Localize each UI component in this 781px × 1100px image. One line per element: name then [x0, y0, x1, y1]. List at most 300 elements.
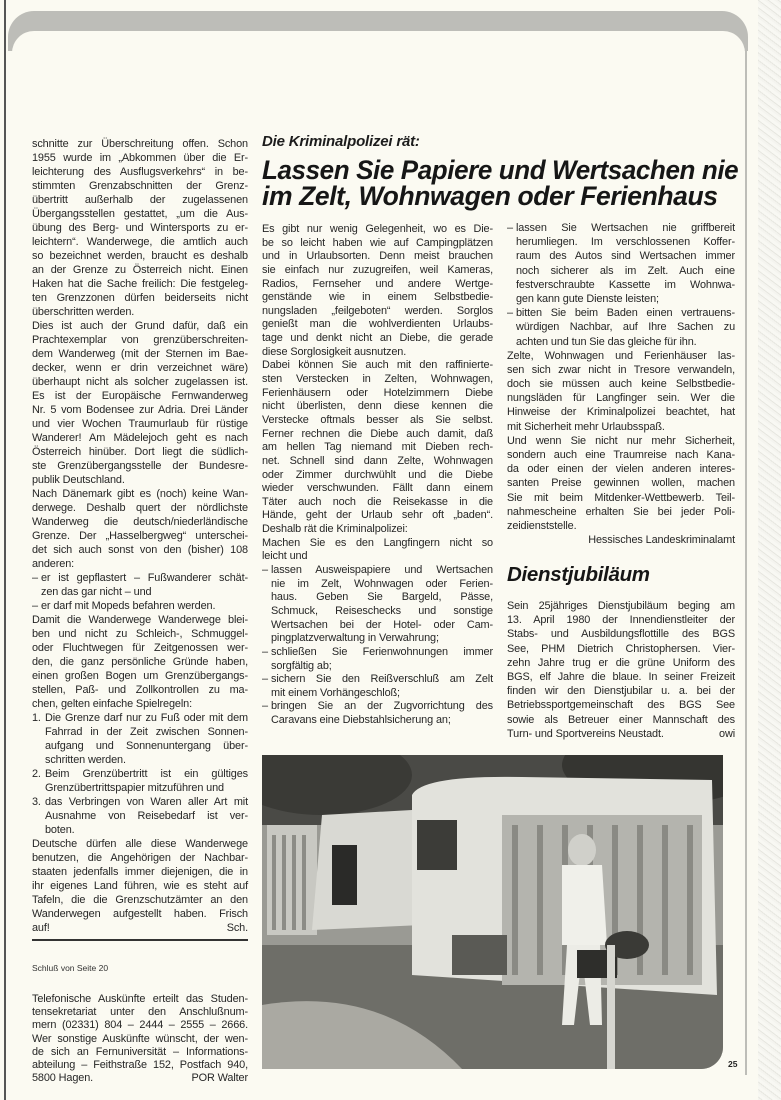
page-edge: [4, 0, 6, 1100]
line-text: ste Grenzübergangsstelle der Bundesre-: [32, 460, 248, 472]
line-text: Prachtexemplar von grenzüberschreiten-: [32, 334, 248, 346]
line-text: achten und tun Sie das gleiche für ihn.: [516, 335, 697, 348]
text-line: [262, 687, 493, 701]
info-box-text: [32, 993, 248, 1085]
text-line: [32, 291, 248, 305]
text-line: [32, 879, 248, 893]
paragraph: [507, 434, 735, 533]
line-text: stimmten Grenzabschnitten der Grenz-: [32, 180, 248, 192]
text-line: [262, 223, 493, 237]
text-line: [507, 491, 735, 505]
line-text: da oder einen der vielen anderen interes-: [507, 463, 735, 476]
page-frame-inner: [12, 31, 745, 91]
line-text: aufgang und Sonnenuntergang über-: [45, 740, 248, 752]
text-line: [262, 660, 493, 674]
line-text: Tafeln, die die Grenzschutzämter an den: [32, 894, 248, 906]
text-line: [262, 278, 493, 292]
text-line: [262, 619, 493, 633]
line-text: Wanderweg die deutsch/niederländische: [32, 516, 248, 528]
text-line: [32, 501, 248, 515]
line-text: Caravans eine Diebstahlsicherung an;: [271, 714, 451, 727]
list-item: [507, 306, 735, 349]
text-line: [32, 627, 248, 641]
text-line: [32, 249, 248, 263]
line-text: sorgfältig ab;: [271, 659, 332, 672]
line-text: nungsladen „feilgeboten“ werden. Sorglos: [262, 304, 493, 317]
text-line: [507, 278, 735, 292]
text-line: [262, 373, 493, 387]
text-line: [32, 165, 248, 179]
line-text: Hinweise der Kriminalpolizei beachtet, hat: [507, 406, 735, 419]
line-text: oder Fluchtwegen für Zeitgenossen wer-: [32, 642, 248, 654]
text-line: [262, 359, 493, 373]
left-column-text: [32, 137, 248, 935]
page-frame-right: [745, 30, 747, 1075]
line-text: 1955 wurde im „Abkommen über die Er-: [32, 152, 248, 164]
text-line: [32, 851, 248, 865]
text-line: [32, 669, 248, 683]
author-signature: owi: [719, 727, 735, 740]
text-line: [32, 263, 248, 277]
line-text: schnitte zur Überschreitung offen. Schon: [32, 138, 248, 150]
paragraph: [32, 137, 248, 319]
text-line: [507, 405, 735, 419]
list-item: [32, 571, 248, 599]
line-text: überschritten werden.: [32, 306, 135, 318]
line-text: zehn Jahre trug er die grüne Uniform des: [507, 656, 735, 669]
line-text: Sein 25jähriges Dienstjubiläum beging am: [507, 600, 735, 612]
text-line: [262, 509, 493, 523]
line-text: boten.: [45, 824, 75, 836]
text-line: [262, 496, 493, 510]
text-line: [262, 400, 493, 414]
line-text: haus. Geben Sie Bargeld, Pässe,: [271, 591, 493, 604]
text-line: [32, 571, 248, 585]
line-text: Haken hat die Sache freilich: Die festgeleg-: [32, 278, 248, 290]
text-line: [507, 349, 735, 363]
list-marker: 3.: [32, 796, 41, 808]
text-line: [262, 591, 493, 605]
line-text: diese Sorglosigkeit ausnutzen.: [262, 345, 407, 358]
line-text: Zelte, Wohnwagen und Ferienhäuser las-: [507, 349, 735, 362]
line-text: nie im Zelt, Wohnwagen oder Ferien-: [271, 577, 493, 590]
text-line: [32, 795, 248, 809]
text-line: [507, 320, 735, 334]
line-text: Machen Sie es den Langfingern nicht so: [262, 536, 493, 549]
text-line: [262, 646, 493, 660]
text-line: [32, 599, 248, 613]
text-line: [32, 277, 248, 291]
line-text: wieder verschwunden. Fällt dann einem: [262, 482, 493, 495]
text-line: [262, 632, 493, 646]
text-line: [32, 487, 248, 501]
text-line: [32, 417, 248, 431]
text-line: [32, 221, 248, 235]
line-text: tage und denkt nicht an Diebe, die gerade: [262, 332, 493, 345]
line-text: den, die ganz persönliche Gründe haben,: [32, 656, 248, 668]
text-line: [507, 713, 735, 727]
text-line: [507, 363, 735, 377]
line-text: Wanderer! Am Mädelejoch geht es nach: [32, 432, 248, 444]
text-line: [32, 375, 248, 389]
line-text: Täter auch noch die Reisekasse in die: [262, 495, 493, 508]
list-marker: –: [32, 572, 38, 584]
text-line: [262, 714, 493, 728]
line-text: See, PHM Dietrich Christophersen. Vier-: [507, 642, 735, 655]
text-line: [507, 221, 735, 235]
text-line: [507, 335, 735, 349]
list-marker: –: [262, 673, 268, 686]
line-text: Betriebssportgemeinschaft des BGS See: [507, 699, 735, 712]
text-line: [32, 445, 248, 459]
paragraph: [507, 599, 735, 741]
line-text: staaten jedenfalls immer diejenigen, die in: [32, 866, 248, 878]
text-line: [507, 642, 735, 656]
line-text: Es gibt nur wenig Gelegenheit, wo es Die-: [262, 223, 493, 235]
line-text: ihr eigenes Land führen, wie es steht auf: [32, 880, 248, 892]
line-text: ben und nicht zu Schleich-, Schmuggel-: [32, 628, 248, 640]
text-line: [32, 739, 248, 753]
list-marker: –: [507, 222, 513, 234]
text-line: [32, 347, 248, 361]
paragraph: [262, 537, 493, 564]
text-line: [262, 523, 493, 537]
list-marker: –: [262, 700, 268, 713]
text-line: [262, 469, 493, 483]
text-line: [507, 306, 735, 320]
line-text: doch sie müssen auch keine Selbstbedie-: [507, 378, 735, 391]
text-line: [32, 179, 248, 193]
line-text: und in Urlaubsorten. Denn meist brauchen: [262, 250, 493, 263]
line-text: oder Zimmer durchwühlt und die Diebe: [262, 468, 493, 481]
line-text: Es ist der Europäische Fernwanderweg: [32, 390, 248, 402]
text-line: [262, 291, 493, 305]
text-line: [507, 519, 735, 533]
line-text: Wanderwegen aufgestellt haben. Frisch: [32, 908, 248, 920]
text-line: [507, 613, 735, 627]
list-marker: –: [32, 600, 38, 612]
line-text: so bezeichnet werden, braucht es deshalb: [32, 250, 248, 262]
text-line: [32, 459, 248, 473]
line-text: nicht überlisten, denn diese kennen die: [262, 400, 493, 413]
line-text: Ferner rechnen die Diebe auch damit, daß: [262, 427, 493, 440]
line-text: 5800 Hagen.: [32, 1072, 94, 1085]
text-line: [507, 599, 735, 613]
line-text: auf!: [32, 922, 50, 934]
line-text: herumliegen. Im verschlossenen Koffer-: [516, 236, 735, 249]
text-line: [262, 537, 493, 551]
line-text: am hellen Tag niemand mit Dieben rech-: [262, 441, 493, 454]
text-line: [507, 292, 735, 306]
text-line: [32, 1046, 248, 1059]
text-line: [262, 305, 493, 319]
text-line: [32, 1072, 248, 1085]
list-item: [32, 599, 248, 613]
text-line: [32, 613, 248, 627]
line-text: gen kann gute Dienste leisten;: [516, 292, 659, 305]
line-text: einen großen Bogen um Grenzübergangs-: [32, 670, 248, 682]
line-text: mern (02331) 804 – 2444 – 2555 – 2666.: [32, 1019, 248, 1032]
author-signature: Sch.: [226, 922, 248, 934]
line-text: derwege. Deshalb quert der nördlichste: [32, 502, 248, 514]
line-text: Wer sonstige Auskünfte wünscht, der wen-: [32, 1032, 248, 1045]
caravan-photo-illustration: [262, 755, 723, 1069]
text-line: [32, 753, 248, 767]
text-line: [262, 387, 493, 401]
text-line: [262, 250, 493, 264]
line-text: nungsläden für Langfinger sein. Wer die: [507, 392, 735, 405]
line-text: nahmescheine erhalten Sie bei jeder Poli-: [507, 505, 735, 518]
text-line: [507, 727, 735, 741]
text-line: [32, 837, 248, 851]
line-text: übung des Berg- und Wintersports zu er-: [32, 222, 248, 234]
text-line: [32, 921, 248, 935]
line-text: pingplatzverwaltung in Verwahrung;: [271, 632, 439, 645]
line-text: leicht und: [262, 550, 308, 563]
text-line: [507, 377, 735, 391]
text-line: [32, 809, 248, 823]
line-text: Beim Grenzübertritt ist ein gültiges: [45, 768, 248, 780]
line-text: Die Grenze darf nur zu Fuß oder mit dem: [45, 712, 248, 724]
right-column-text: [507, 221, 735, 547]
text-line: [507, 656, 735, 670]
line-text: genstände wie in einem Selbstbedie-: [262, 291, 493, 304]
article-kicker: Die Kriminalpolizei rät:: [262, 133, 420, 150]
text-line: [32, 361, 248, 375]
line-text: er darf mit Mopeds befahren werden.: [41, 600, 216, 612]
line-text: anderen:: [32, 558, 75, 570]
list-item: [32, 795, 248, 837]
line-text: 13. April 1980 der Innendienstleiter der: [507, 614, 735, 627]
text-line: [32, 319, 248, 333]
text-line: [32, 781, 248, 795]
text-line: [32, 235, 248, 249]
paragraph: [32, 487, 248, 571]
line-text: Fahrrad in der Zeit zwischen Sonnen-: [45, 726, 248, 738]
headline-line-wrap: [262, 183, 738, 209]
text-line: [32, 767, 248, 781]
line-text: mit einem Vorhängeschloß;: [271, 686, 400, 699]
text-line: [507, 235, 735, 249]
line-text: Nr. 5 vom Bodensee zur Adria. Drei Länder: [32, 404, 248, 416]
paragraph: [262, 359, 493, 536]
line-text: Nach Dänemark gibt es (noch) keine Wan-: [32, 488, 248, 500]
line-text: Stabs- und Ausbildungsflottille des BGS: [507, 628, 735, 641]
line-text: sondern auch eine Traumreise nach Kana-: [507, 449, 735, 461]
line-text: publik Deutschland.: [32, 474, 125, 486]
text-line: [32, 697, 248, 711]
line-text: sten Verstecken in Zelten, Wohnwagen,: [262, 373, 493, 386]
line-text: be so leicht haben wie auf Campingplätzen: [262, 236, 493, 249]
line-text: übertritt außerhalb der zugelassenen: [32, 194, 248, 206]
list-item: [262, 673, 493, 700]
paragraph: [32, 613, 248, 711]
text-line: [262, 605, 493, 619]
text-line: [32, 151, 248, 165]
text-line: [32, 207, 248, 221]
text-line: [32, 907, 248, 921]
scan-margin: [758, 0, 781, 1100]
line-text: abteilung – Feithstraße 152, Postfach 940,: [32, 1058, 248, 1071]
text-line: [32, 557, 248, 571]
text-line: [262, 318, 493, 332]
line-text: sowie als Betreuer einer Mannschaft des: [507, 713, 735, 726]
line-text: Und wenn Sie nicht nur mehr Sicherheit,: [507, 434, 735, 447]
line-text: festverschraubte Kassette im Wohnwa-: [516, 278, 735, 291]
text-line: [507, 627, 735, 641]
line-text: raum des Autos sind Wertsachen immer: [516, 250, 735, 263]
line-text: bitten Sie beim Baden einen vertrauens-: [516, 307, 735, 320]
line-text: Radios, Fernseher und andere Wertge-: [262, 277, 493, 290]
text-line: [507, 391, 735, 405]
list-item: [262, 564, 493, 646]
paragraph: [32, 319, 248, 487]
line-text: sen sich zwar nicht in Tresore verwandeln,: [507, 363, 735, 376]
text-line: [32, 725, 248, 739]
line-text: würdigen Nachbar, auf Ihre Sachen zu: [516, 321, 735, 334]
list-item: [262, 700, 493, 727]
text-line: [507, 476, 735, 490]
list-marker: –: [262, 564, 268, 577]
line-text: noch sicherer als im Zelt. Auch eine: [516, 264, 735, 277]
line-text: finden wir den Dienstjubilar u. a. bei der: [507, 685, 735, 698]
paragraph: [32, 993, 248, 1085]
line-text: und vier Wochen Traumurlaub für rüstige: [32, 418, 248, 430]
line-text: genießt man die wohlverdienten Urlaubs-: [262, 318, 493, 331]
line-text: überhaupt nicht als solcher zugelassen ist.: [32, 376, 248, 388]
list-item: [32, 767, 248, 795]
headline-line-wrap: [262, 157, 738, 183]
text-line: [262, 414, 493, 428]
middle-column-text: [262, 223, 493, 728]
author-signature: POR Walter: [191, 1072, 248, 1085]
continued-note: Schluß von Seite 20: [32, 963, 109, 973]
line-text: ten Grenzzonen dürfen beiderseits nicht: [32, 292, 248, 304]
list-item: [262, 646, 493, 673]
text-line: [507, 684, 735, 698]
campsite-photo: [262, 755, 723, 1069]
list-marker: –: [262, 645, 268, 658]
text-line: [507, 420, 735, 434]
list-item: [507, 221, 735, 306]
line-text: chen, gelten einfache Spielregeln:: [32, 698, 193, 710]
paragraph: [32, 837, 248, 935]
text-line: [262, 673, 493, 687]
text-line: [507, 434, 735, 448]
line-text: Telefonische Auskünfte erteilt das Studen-: [32, 993, 248, 1005]
text-line: [262, 550, 493, 564]
text-line: [507, 264, 735, 278]
line-text: leichtern“. Wanderwege, die amtlich auch: [32, 236, 248, 248]
text-line: [262, 578, 493, 592]
text-line: [32, 1033, 248, 1046]
text-line: [32, 893, 248, 907]
headline-line: im Zelt, Wohnwagen oder Ferienhaus: [262, 181, 718, 211]
text-line: [32, 333, 248, 347]
text-line: [507, 249, 735, 263]
line-text: leichterung des Ausflugsverkehrs“ in be-: [32, 166, 248, 178]
jubilee-text: [507, 599, 735, 741]
text-line: [32, 137, 248, 151]
line-text: Turn- und Sportvereins Neustadt.: [507, 727, 664, 740]
line-text: sie einfach nur zuzugreifen, weil Kameras,: [262, 263, 493, 276]
text-line: [262, 264, 493, 278]
text-line: [32, 1006, 248, 1019]
line-text: Ferienhäusern oder Hotelzimmern Diebe: [262, 386, 493, 399]
line-text: Deshalb rät die Kriminalpolizei:: [262, 523, 408, 536]
text-line: [32, 823, 248, 837]
line-text: lassen Ausweispapiere und Wertsachen: [271, 564, 493, 577]
text-line: [32, 389, 248, 403]
line-text: schließen Sie Ferienwohnungen immer: [271, 645, 493, 658]
line-text: Verstecke oftmals besser als Sie selbst.: [262, 413, 493, 426]
line-text: sichern Sie den Reißverschluß am Zelt: [271, 673, 493, 686]
line-text: net. Schnell sind dann Zelte, Wohnwagen: [262, 454, 493, 467]
text-line: [32, 543, 248, 557]
text-line: [32, 641, 248, 655]
line-text: BGS, elf Jahre die blaue. In seiner Freizeit: [507, 670, 735, 683]
text-line: [32, 655, 248, 669]
line-text: Hände, geht der Urlaub sehr oft „baden“.: [262, 509, 493, 522]
text-line: [32, 515, 248, 529]
line-text: Deutsche dürfen alle diese Wanderwege: [32, 838, 248, 850]
line-text: zeidienststelle.: [507, 519, 577, 532]
line-text: lassen Sie Wertsachen nie griffbereit: [516, 222, 735, 234]
text-line: [262, 482, 493, 496]
text-line: [32, 305, 248, 319]
line-text: bringen Sie an der Zugvorrichtung des: [271, 700, 493, 713]
text-line: [507, 698, 735, 712]
line-text: Grenzübertrittspapier mitzuführen und: [45, 782, 224, 794]
text-line: [507, 670, 735, 684]
text-line: [262, 564, 493, 578]
text-line: [32, 431, 248, 445]
line-text: de sich an Fernuniversität – Informations-: [32, 1045, 248, 1058]
text-line: [32, 473, 248, 487]
text-line: [32, 1019, 248, 1032]
list-marker: 2.: [32, 768, 41, 780]
line-text: das Verbringen von Waren aller Art mit: [45, 796, 248, 808]
line-text: mit Sicherheit mehr Urlaubsspaß.: [507, 420, 665, 433]
line-text: Wertsachen bei der Hotel- oder Cam-: [271, 618, 493, 631]
list-marker: 1.: [32, 712, 41, 724]
text-line: [507, 448, 735, 462]
page-number: 25: [728, 1059, 738, 1069]
line-text: Damit die Wanderwege Wanderwege blei-: [32, 614, 248, 626]
text-line: [32, 1059, 248, 1072]
line-text: Übergangsstellen gestattet, „um die Aus-: [32, 208, 248, 220]
line-text: Dabei können Sie auch mit den raffinierte-: [262, 359, 493, 372]
signature: Hessisches Landeskriminalamt: [588, 534, 735, 547]
text-line: [262, 346, 493, 360]
line-text: stellen, Paß- und Zollkontrollen zu ma-: [32, 684, 248, 696]
line-text: det sich auch sonst von den (bisher) 108: [32, 544, 248, 556]
line-text: Sie mit beim Mitdenker-Wettbewerb. Teil-: [507, 491, 735, 504]
line-text: dem Wanderweg (mit der Sternen im Bae-: [32, 348, 248, 360]
text-line: [32, 993, 248, 1006]
line-text: schritten werden.: [45, 754, 126, 766]
divider-rule: [32, 939, 248, 941]
line-text: benutzen, die Angehörigen der Nachbar-: [32, 852, 248, 864]
text-line: [262, 441, 493, 455]
signature-line: [507, 533, 735, 547]
text-line: [262, 700, 493, 714]
line-text: er ist gepflastert – Fußwanderer schät-: [41, 572, 248, 584]
text-line: [32, 403, 248, 417]
line-text: Ausnahme von Reisebedarf ist ver-: [45, 810, 248, 822]
paragraph: [507, 349, 735, 434]
paragraph: [262, 223, 493, 359]
